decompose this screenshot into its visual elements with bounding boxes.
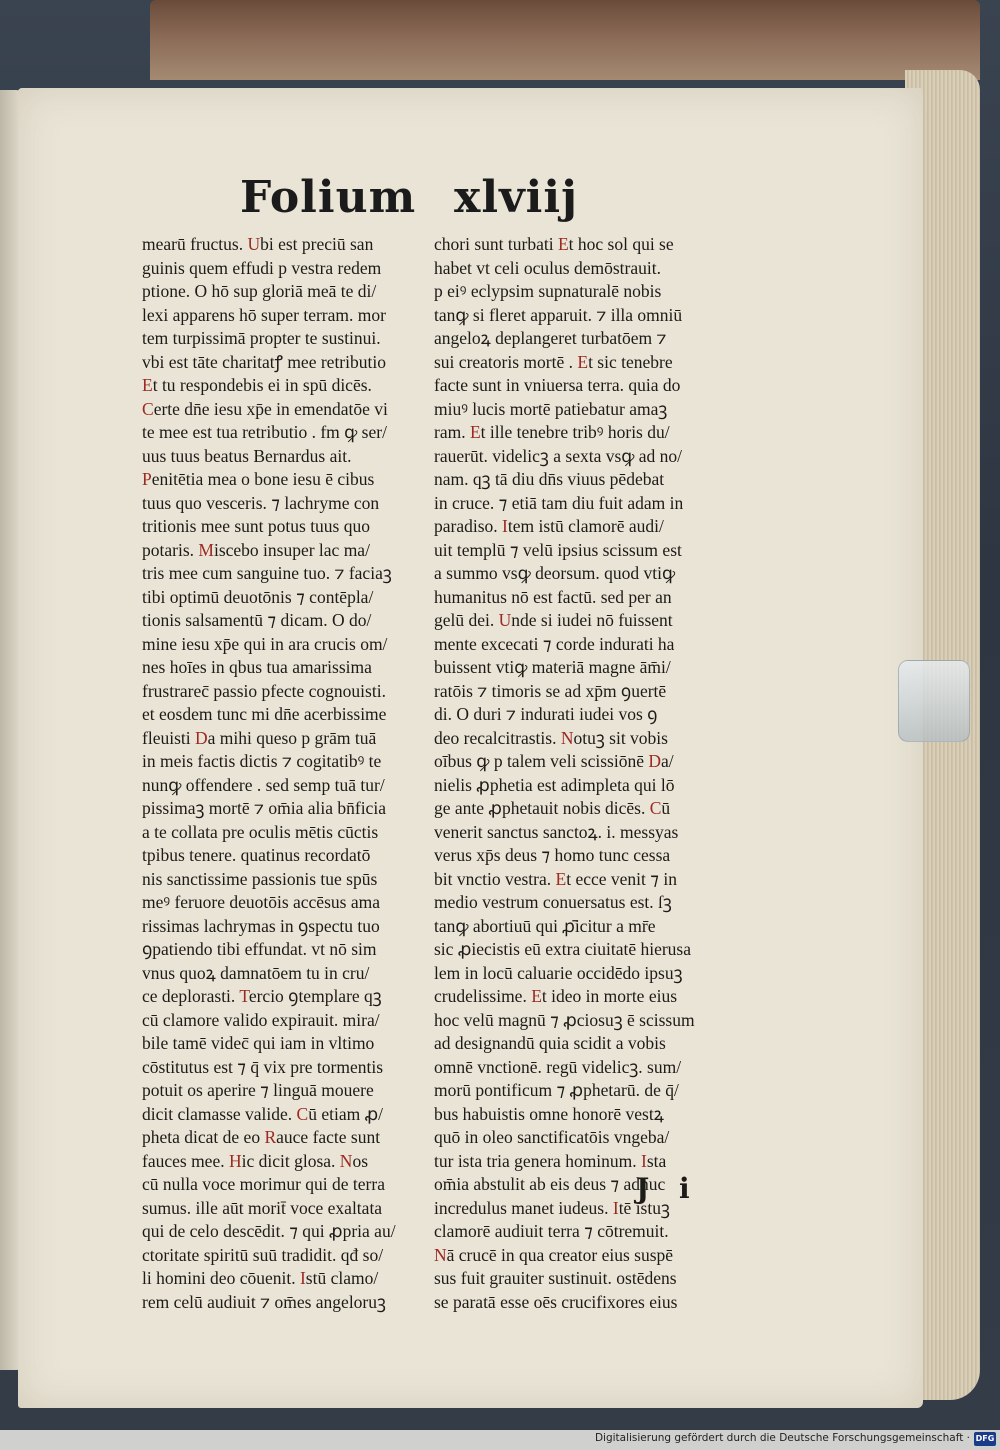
text-line: ꝯpatiendo tibi effundat. vt nō sim [142,939,377,959]
text-line: ram. Et ille tenebre tribꝰ horis du/ [434,422,670,442]
folio-header [240,172,578,223]
signature-mark: J i [636,1172,700,1205]
text-line: tibi optimū deuotōnis ⁊ contēpla/ [142,586,374,607]
text-line: guinis quem effudi p vestra redem [142,257,382,278]
text-line: Et tu respondebis ei in spū dicēs. [142,375,372,395]
text-line: ce deplorasti. Tercio ꝯtemplare qꝫ [142,986,382,1006]
text-line: bit vnctio vestra. Et ecce venit ⁊ in [434,868,677,889]
folio-number: xlviij [454,172,579,223]
text-line: ptione. O hō sup gloriā meā te di/ [142,281,377,301]
text-line: rissimas lachrymas in ꝯspectu tuo [142,915,380,936]
text-line: sui creatoris mortē . Et sic tenebre [434,351,673,372]
text-line: deo recalcitrastis. Notuꝫ sit vobis [434,727,668,748]
text-line: uit templū ⁊ velū ipsius scissum est [434,539,682,560]
text-line: et eosdem tunc mi dn̄e acerbissime [142,704,387,724]
text-line: tur ista tria genera hominum. Ista [434,1150,667,1171]
text-line: angeloꝝ deplangeret turbatōem ⁊ [434,328,667,348]
text-line: facte sunt in vniuersa terra. quia do [434,375,681,395]
text-line: cū nulla voce morimur qui de terra [142,1174,385,1194]
text-line: dicit clamasse valide. Cū etiam ꝓ/ [142,1103,384,1124]
text-line: pissimaꝫ mortē ⁊ om̄ia alia bn̄ficia [142,798,386,818]
text-line: fauces mee. Hic dicit glosa. Nos [142,1150,368,1171]
text-line: nunꝙ offendere . sed semp tuā tur/ [142,774,385,795]
text-column-left [142,233,438,1314]
text-line: gelū dei. Unde si iudei nō fuissent [434,610,673,630]
text-line: rem celū audiuit ⁊ om̄es angeloruꝫ [142,1291,386,1312]
text-line: nis sanctissime passionis tue spūs [142,868,378,889]
text-line: ge ante ꝓphetauit nobis dicēs. Cū [434,798,671,818]
text-line: tem turpissimā propter te sustinui. [142,328,381,348]
text-line: ad designandū quia scidit a vobis [434,1033,666,1053]
text-line: verus xp̄s deus ⁊ homo tunc cessa [434,845,671,865]
text-line: a summo vsꝙ deorsum. quod vtiꝙ [434,563,676,583]
text-line: mine iesu xp̄e qui in ara crucis om/ [142,633,388,654]
text-line: incredulus manet iudeus. Itē istuꝫ [434,1197,670,1218]
text-line: pheta dicat de eo Rauce facte sunt [142,1127,381,1147]
text-line: sic ꝓiecistis eū extra ciuitatē hierusa [434,939,691,959]
text-line: omnē vnctionē. regū videlicꝫ. sum/ [434,1056,682,1077]
text-line: in meis factis dictis ⁊ cogitatibꝰ te [142,751,382,771]
text-line: tanꝙ si fleret apparuit. ⁊ illa omniū [434,304,683,325]
page-clamp [898,660,970,742]
book-cover-edge [150,0,980,80]
text-line: Penitētia mea o bone iesu ē cibus [142,469,375,489]
text-line: paradiso. Item istū clamorē audi/ [434,516,664,536]
text-line: ratōis ⁊ timoris se ad xp̄m ꝯuertē [434,680,667,701]
text-line: morū pontificum ⁊ ꝓphetarū. de q̄/ [434,1080,679,1100]
text-line: in cruce. ⁊ etiā tam diu fuit adam in [434,492,684,513]
folio-word: Folium [240,172,417,223]
text-line: oībus ꝙ p talem veli scissiōnē Da/ [434,751,674,771]
text-line: te mee est tua retributio . fm ꝙ ser/ [142,422,387,442]
text-line: venerit sanctus sanctoꝝ. i. messyas [434,821,679,842]
text-line: vnus quoꝝ damnatōem tu in cru/ [142,962,370,983]
text-line: rauerūt. videlicꝫ a sexta vsꝙ ad no/ [434,445,683,466]
text-line: p eiꝰ eclypsim supnaturalē nobis [434,281,662,301]
text-line: se paratā esse oēs crucifixores eius [434,1291,678,1312]
text-column-right [434,233,730,1314]
text-line: Certe dn̄e iesu xp̄e in emendatōe vi [142,398,388,419]
text-line: vbi est tāte charitatꝭ mee retributio [142,351,386,372]
text-line: lexi apparens hō super terram. mor [142,304,386,325]
text-line: crudelissime. Et ideo in morte eius [434,986,678,1006]
text-line: tpibus tenere. quatinus recordatō [142,845,371,865]
text-line: hoc velū magnū ⁊ ꝓciosuꝫ ē scissum [434,1009,695,1030]
text-line: chori sunt turbati Et hoc sol qui se [434,234,674,254]
text-line: mente excecati ⁊ corde indurati ha [434,633,675,654]
dfg-logo: DFG [974,1432,996,1446]
text-line: mearū fructus. Ubi est preciū san [142,234,374,254]
text-line: tuus quo vesceris. ⁊ lachryme con [142,492,380,513]
text-line: habet vt celi oculus demōstrauit. [434,257,661,278]
text-line: om̄ia abstulit ab eis deus ⁊ adhuc [434,1174,666,1194]
text-line: tionis salsamentū ⁊ dicam. O do/ [142,610,372,630]
text-line: li homini deo cōuenit. Istū clamo/ [142,1268,379,1288]
text-line: fleuisti Da mihi queso p grām tuā [142,727,377,748]
text-line: di. O duri ⁊ indurati iudei vos ꝯ [434,704,658,724]
text-line: tritionis mee sunt potus tuus quo [142,516,370,536]
text-line: buissent vtiꝙ materiā magne ām̄i/ [434,657,671,677]
text-line: ctoritate spiritū suū tradidit. qđ so/ [142,1244,384,1265]
text-line: tris mee cum sanguine tuo. ⁊ faciaꝫ [142,563,392,583]
text-line: frustrarec̄ passio pfecte cognouisti. [142,680,386,701]
footer-bar [0,1430,1000,1450]
text-line: cū clamore valido expirauit. mira/ [142,1009,380,1030]
text-line: humanitus nō est factū. sed per an [434,586,672,607]
text-line: bus habuistis omne honorē vestꝝ [434,1103,664,1124]
text-line: potuit os aperire ⁊ linguā mouere [142,1080,374,1100]
text-line: nielis ꝓphetia est adimpleta qui lō [434,774,675,795]
text-line: nes hoīes in qbus tua amarissima [142,657,372,677]
text-line: sus fuit grauiter sustinuit. ostēdens [434,1268,677,1288]
text-line: cōstitutus est ⁊ q̄ vix pre tormentis [142,1056,384,1077]
text-line: bile tamē videc̄ qui iam in vltimo [142,1033,375,1053]
text-line: qui de celo descēdit. ⁊ qui ꝓpria au/ [142,1221,396,1241]
footer-credit: Digitalisierung gefördert durch die Deutsche Forschungsgemeinschaft · [594,1432,970,1444]
text-line: sumus. ille aūt morit̄ voce exaltata [142,1197,383,1218]
text-line: medio vestrum conuersatus est. ſꝫ [434,892,672,912]
text-line: miuꝰ lucis mortē patiebatur amaꝫ [434,398,668,419]
text-line: clamorē audiuit terra ⁊ cōtremuit. [434,1221,669,1241]
text-line: tanꝙ abortiuū qui ꝓ̄icitur a mr̄e [434,915,656,936]
text-line: quō in oleo sanctificatōis vngeba/ [434,1127,670,1147]
text-line: uus tuus beatus Bernardus ait. [142,445,352,466]
text-line: potaris. Miscebo insuper lac ma/ [142,539,370,560]
text-line: Nā crucē in qua creator eius suspē [434,1244,674,1265]
text-line: nam. qꝫ tā diu dn̄s viuus pēdebat [434,469,665,489]
text-line: lem in locū caluarie occidēdo ipsuꝫ [434,962,683,983]
text-line: meꝰ feruore deuotōis accēsus ama [142,892,380,912]
text-line: a te collata pre oculis mētis cūctis [142,821,379,842]
